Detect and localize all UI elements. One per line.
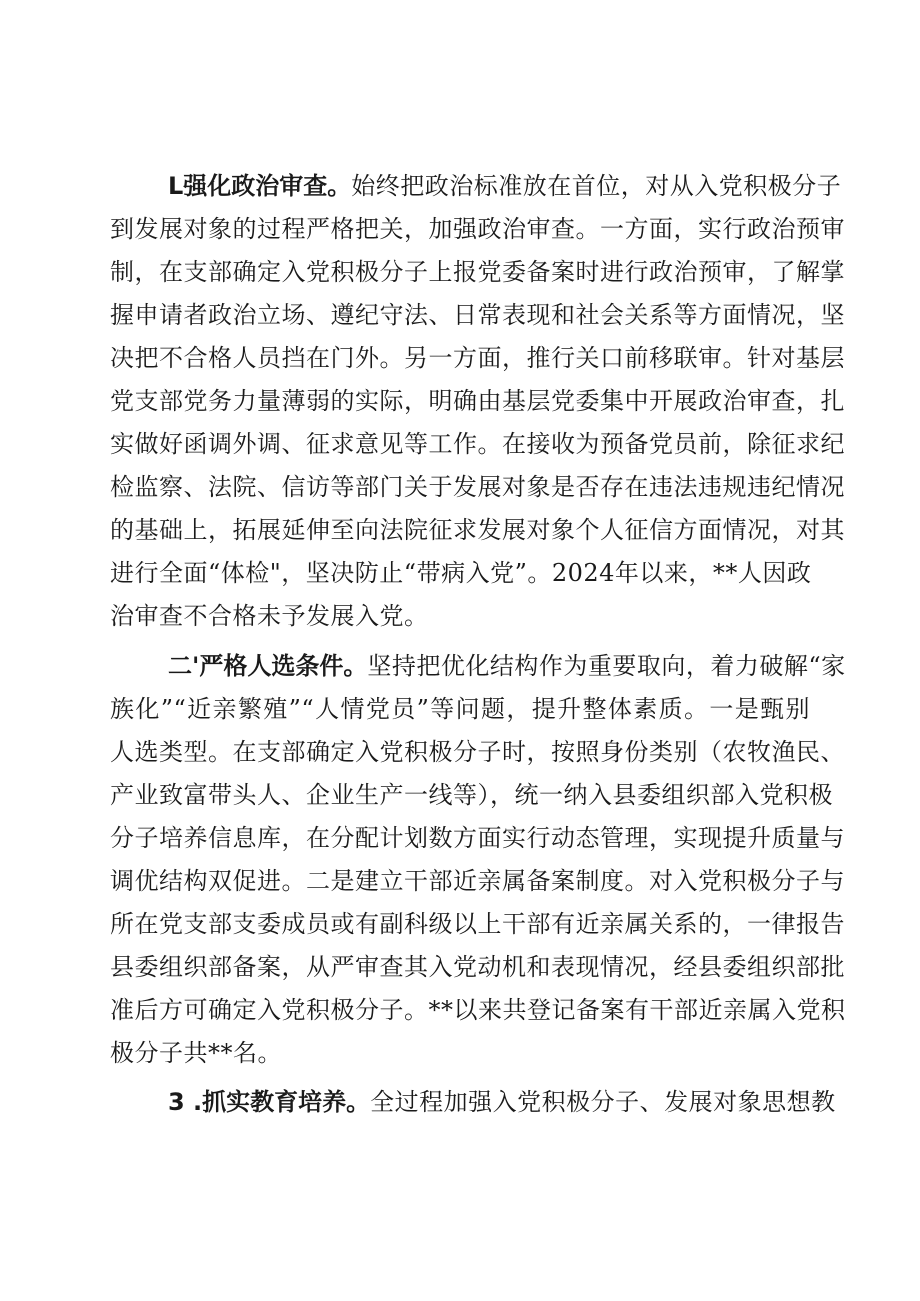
paragraph-line: 的基础上，拓展延伸至向法院征求发展对象个人征信方面情况，对其 <box>110 516 845 544</box>
paragraph-line: 3 .抓实教育培养。全过程加强入党积极分子、发展对象思想教 <box>168 1088 836 1116</box>
paragraph-line: 决把不合格人员挡在门外。另一方面，推行关口前移联审。针对基层 <box>110 344 845 372</box>
section-heading: 二'严格人选条件。 <box>168 652 368 680</box>
paragraph-line: L强化政治审查。始终把政治标准放在首位，对从入党积极分子 <box>168 172 842 200</box>
section-heading: L强化政治审查。 <box>168 172 352 200</box>
paragraph-line: 进行全面“体检"，坚决防止“带病入党”。2024年以来，**人因政 <box>110 559 812 587</box>
paragraph-line: 制，在支部确定入党积极分子上报党委备案时进行政治预审，了解掌 <box>110 258 845 286</box>
paragraph-line: 县委组织部备案，从严审查其入党动机和表现情况，经县委组织部批 <box>110 953 845 981</box>
paragraph-line: 调优结构双促进。二是建立干部近亲属备案制度。对入党积极分子与 <box>110 867 845 895</box>
paragraph-line: 分子培养信息库，在分配计划数方面实行动态管理，实现提升质量与 <box>110 824 845 852</box>
paragraph-line: 产业致富带头人、企业生产一线等），统一纳入县委组织部入党积极 <box>110 781 833 809</box>
paragraph-line: 握申请者政治立场、遵纪守法、日常表现和社会关系等方面情况，坚 <box>110 301 845 329</box>
paragraph-line: 实做好函调外调、征求意见等工作。在接收为预备党员前，除征求纪 <box>110 430 845 458</box>
paragraph-line: 极分子共**名。 <box>110 1039 282 1067</box>
paragraph-line: 所在党支部支委成员或有副科级以上干部有近亲属关系的，一律报告 <box>110 910 845 938</box>
paragraph-line: 人选类型。在支部确定入党积极分子时，按照身份类别（农牧渔民、 <box>110 738 845 766</box>
paragraph-line: 检监察、法院、信访等部门关于发展对象是否存在违法违规违纪情况 <box>110 473 845 501</box>
paragraph-line: 到发展对象的过程严格把关，加强政治审查。一方面，实行政治预审 <box>110 215 845 243</box>
section-heading: 3 .抓实教育培养。 <box>168 1088 371 1116</box>
paragraph-line: 准后方可确定入党积极分子。**以来共登记备案有干部近亲属入党积 <box>110 996 846 1024</box>
paragraph-line: 二'严格人选条件。坚持把优化结构作为重要取向，着力破解“家 <box>168 652 846 680</box>
paragraph-line: 党支部党务力量薄弱的实际，明确由基层党委集中开展政治审查，扎 <box>110 387 845 415</box>
paragraph-line: 治审查不合格未予发展入党。 <box>110 602 429 630</box>
paragraph-line: 族化”“近亲繁殖”“人情党员”等问题，提升整体素质。一是甄别 <box>110 695 810 723</box>
